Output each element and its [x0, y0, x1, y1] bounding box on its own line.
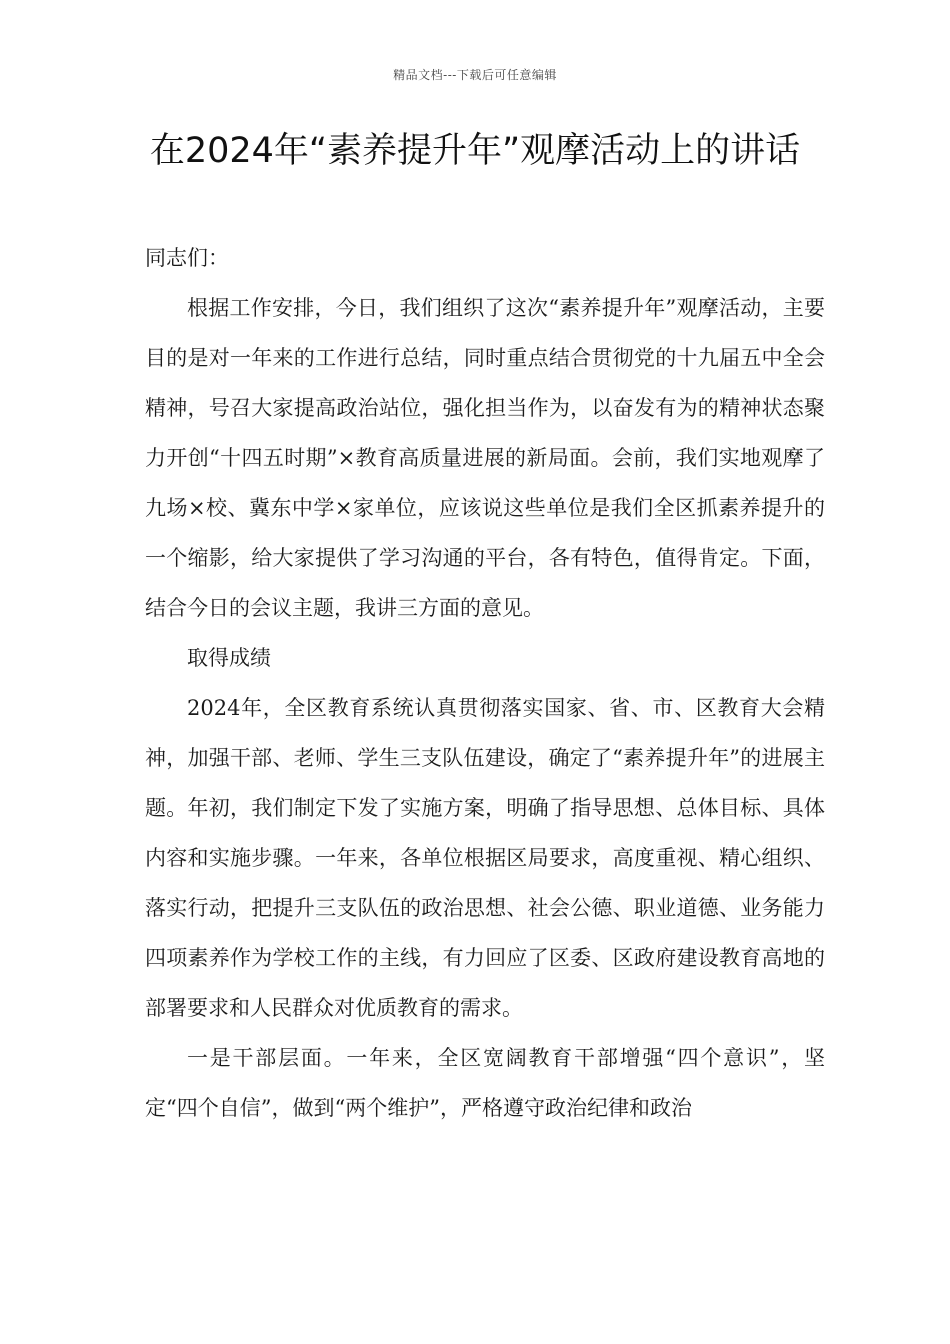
paragraph-intro: 根据工作安排，今日，我们组织了这次“素养提升年”观摩活动，主要目的是对一年来的工作进行总结，同时重点结合贯彻党的十九届五中全会精神，号召大家提高政治站位，强化担当作为，以奋发有为的精神状态聚力开创“十四五时期”×教育高质量进展的新局面。会前，我们实地观摩了九场×校、冀东中学×家单位，应该说这些单位是我们全区抓素养提升的一个缩影，给大家提供了学习沟通的平台，各有特色，值得肯定。下面，结合今日的会议主题，我讲三方面的意见。 — [145, 296, 825, 620]
paragraph-achievements: 2024年，全区教育系统认真贯彻落实国家、省、市、区教育大会精神，加强干部、老师、学生三支队伍建设，确定了“素养提升年”的进展主题。年初，我们制定下发了实施方案，明确了指导思想、总体目标、具体内容和实施步骤。一年来，各单位根据区局要求，高度重视、精心组织、落实行动，把提升三支队伍的政治思想、社会公德、职业道德、业务能力四项素养作为学校工作的主线，有力回应了区委、区政府建设教育高地的部署要求和人民群众对优质教育的需求。 — [145, 696, 825, 1020]
document-title: 在2024年“素养提升年”观摩活动上的讲话 — [149, 131, 801, 171]
salutation: 同志们： — [145, 246, 229, 270]
document-body — [145, 233, 825, 1133]
header-watermark: 精品文档---下载后可任意编辑 — [393, 68, 557, 82]
paragraph-cadre-level: 一是干部层面。一年来，全区宽阔教育干部增强“四个意识”，坚定“四个自信”，做到“两个维护”，严格遵守政治纪律和政治 — [145, 1046, 825, 1120]
section-heading: 取得成绩 — [187, 646, 271, 670]
